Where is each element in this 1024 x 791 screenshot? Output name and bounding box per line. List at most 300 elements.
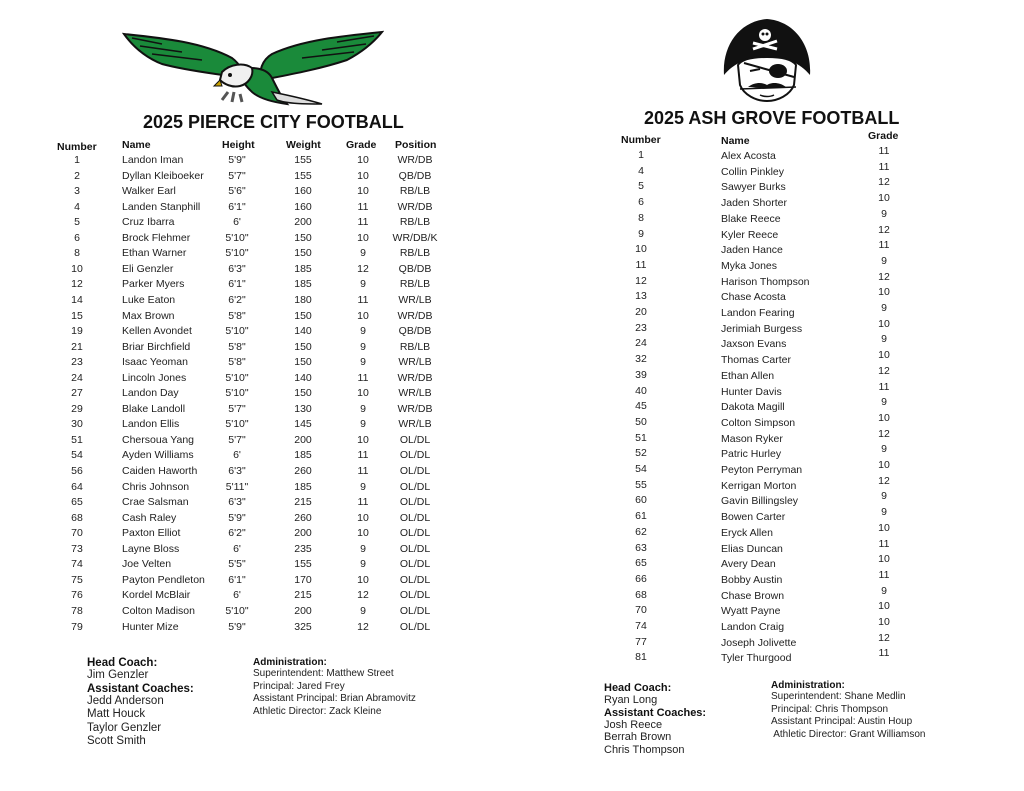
player-weight: 200	[294, 604, 312, 617]
player-weight: 150	[294, 340, 312, 353]
player-height: 5'5"	[228, 558, 246, 571]
administration-label: Administration:	[253, 657, 327, 668]
player-height: 6'	[233, 542, 241, 555]
player-number: 5	[638, 180, 644, 193]
player-height: 5'8"	[228, 356, 246, 369]
player-height: 5'6"	[228, 185, 246, 198]
player-weight: 200	[294, 433, 312, 446]
player-number: 70	[635, 604, 647, 617]
player-position: WR/DB/K	[392, 231, 438, 244]
player-height: 5'9"	[228, 511, 246, 524]
player-grade: 10	[357, 387, 369, 400]
pierce-administration	[253, 657, 416, 718]
player-height: 5'9"	[228, 154, 246, 166]
player-number: 65	[635, 557, 647, 570]
player-grade: 11	[357, 449, 369, 462]
admin-line: Athletic Director: Grant Williamson	[771, 728, 926, 740]
player-position: WR/LB	[398, 418, 432, 431]
player-name: Hunter Davis	[721, 385, 782, 398]
player-grade: 10	[878, 521, 890, 534]
player-position: WR/LB	[398, 293, 432, 306]
assistant-coaches-label: Assistant Coaches:	[87, 682, 194, 695]
admin-line: Principal: Jared Frey	[253, 680, 345, 692]
player-name: Colton Simpson	[721, 416, 796, 429]
assistant-coach: Taylor Genzler	[87, 721, 162, 734]
player-grade: 12	[878, 270, 890, 283]
player-number: 1	[74, 154, 80, 166]
player-name: Walker Earl	[122, 185, 176, 198]
player-position: OL/DL	[399, 620, 431, 633]
player-weight: 150	[294, 309, 312, 322]
player-height: 5'10"	[225, 604, 249, 617]
player-position: WR/DB	[397, 371, 433, 384]
player-number: 12	[71, 278, 83, 291]
player-grade: 11	[878, 647, 890, 660]
player-number: 64	[71, 480, 83, 493]
player-name: Crae Salsman	[122, 496, 189, 509]
player-height: 5'7"	[228, 433, 246, 446]
assistant-coach: Chris Thompson	[604, 743, 685, 756]
player-weight: 145	[294, 418, 312, 431]
player-number: 29	[71, 402, 83, 415]
player-weight: 185	[294, 480, 312, 493]
player-position: OL/DL	[399, 496, 431, 509]
player-position: WR/DB	[397, 309, 433, 322]
player-height: 6'3"	[228, 496, 246, 509]
pierce-coaches	[87, 657, 194, 749]
assistant-coach: Scott Smith	[87, 735, 146, 747]
player-weight: 150	[294, 231, 312, 244]
player-grade: 9	[360, 542, 366, 555]
player-name: Bobby Austin	[721, 573, 783, 586]
player-number: 40	[635, 384, 647, 397]
player-number: 24	[635, 337, 647, 350]
player-name: Blake Reece	[721, 212, 781, 225]
player-position: RB/LB	[399, 216, 431, 229]
player-weight: 140	[294, 325, 312, 338]
player-name: Cash Raley	[122, 511, 177, 524]
player-number: 4	[638, 164, 644, 177]
player-number: 10	[71, 262, 83, 275]
pierce-title: 2025 PIERCE CITY FOOTBALL	[143, 112, 404, 132]
player-name: Layne Bloss	[122, 542, 180, 555]
player-name: Chase Brown	[721, 589, 785, 602]
player-number: 27	[71, 387, 83, 400]
player-grade: 12	[357, 620, 369, 633]
player-number: 51	[71, 433, 83, 446]
player-name: Cruz Ibarra	[122, 216, 175, 229]
player-name: Brock Flehmer	[122, 231, 191, 244]
head-coach-name: Ryan Long	[604, 694, 658, 706]
player-grade: 10	[357, 573, 369, 586]
player-name: Kerrigan Morton	[721, 479, 797, 492]
player-height: 5'10"	[225, 231, 249, 244]
player-grade: 10	[878, 600, 890, 613]
player-grade: 12	[878, 223, 890, 236]
player-number: 21	[71, 340, 83, 353]
player-number: 65	[71, 496, 83, 509]
player-number: 74	[71, 558, 83, 571]
player-grade: 9	[881, 490, 887, 503]
player-grade: 10	[878, 459, 890, 471]
player-weight: 325	[294, 620, 312, 633]
player-position: OL/DL	[399, 558, 431, 571]
player-grade: 11	[357, 371, 369, 384]
player-grade: 10	[357, 185, 369, 198]
player-grade: 9	[360, 356, 366, 369]
ash-coaches	[604, 682, 706, 756]
player-weight: 160	[294, 200, 312, 213]
player-number: 12	[635, 274, 647, 287]
player-name: Joseph Jolivette	[721, 636, 797, 649]
player-height: 6'1"	[228, 278, 246, 291]
player-name: Briar Birchfield	[122, 340, 191, 353]
player-height: 6'	[233, 589, 241, 602]
player-grade: 12	[878, 631, 890, 644]
player-name: Wyatt Payne	[721, 605, 781, 618]
player-position: OL/DL	[399, 542, 431, 555]
player-number: 68	[635, 588, 647, 601]
player-name: Jaden Shorter	[721, 197, 787, 210]
player-height: 6'	[233, 216, 241, 229]
player-position: OL/DL	[399, 433, 431, 446]
player-height: 5'10"	[225, 387, 249, 400]
player-number: 70	[71, 527, 83, 540]
player-name: Eli Genzler	[122, 262, 174, 275]
player-grade: 9	[881, 506, 887, 519]
player-weight: 200	[294, 527, 312, 540]
player-grade: 11	[357, 496, 369, 509]
player-name: Dakota Magill	[721, 401, 785, 414]
player-position: WR/DB	[397, 200, 433, 213]
player-number: 55	[635, 478, 647, 491]
player-weight: 215	[294, 496, 312, 509]
player-position: WR/LB	[398, 356, 432, 369]
player-grade: 10	[357, 231, 369, 244]
player-grade: 11	[357, 216, 369, 229]
player-number: 6	[638, 196, 644, 209]
player-name: Luke Eaton	[122, 293, 176, 306]
player-grade: 9	[881, 302, 887, 314]
player-height: 6'2"	[228, 527, 246, 540]
player-grade: 11	[357, 465, 369, 477]
player-weight: 130	[294, 402, 312, 415]
player-grade: 9	[881, 333, 887, 346]
player-grade: 10	[878, 349, 890, 362]
ash-header-name: Name	[721, 135, 750, 147]
player-number: 5	[74, 216, 80, 229]
player-height: 5'8"	[228, 340, 246, 353]
player-grade: 12	[878, 364, 890, 377]
player-weight: 155	[294, 169, 312, 182]
assistant-coach: Josh Reece	[604, 718, 663, 731]
player-name: Eryck Allen	[721, 526, 773, 539]
player-grade: 12	[878, 176, 890, 189]
player-name: Parker Myers	[122, 278, 185, 291]
head-coach-label: Head Coach:	[87, 657, 158, 669]
player-position: RB/LB	[399, 185, 431, 198]
player-number: 50	[635, 415, 647, 428]
player-position: OL/DL	[399, 465, 431, 477]
player-grade: 10	[878, 553, 890, 566]
player-name: Elias Duncan	[721, 542, 783, 555]
player-name: Max Brown	[122, 309, 175, 322]
player-number: 52	[635, 447, 647, 460]
player-weight: 140	[294, 371, 312, 384]
player-name: Jaden Hance	[721, 244, 783, 257]
player-number: 15	[71, 309, 83, 322]
player-number: 79	[71, 620, 83, 633]
player-height: 5'10"	[225, 325, 249, 338]
player-grade: 9	[360, 278, 366, 291]
player-number: 10	[635, 243, 647, 256]
player-grade: 10	[357, 511, 369, 524]
player-weight: 160	[294, 185, 312, 198]
player-name: Isaac Yeoman	[122, 356, 188, 369]
pierce-header-weight: Weight	[286, 139, 321, 151]
player-position: QB/DB	[398, 262, 432, 275]
player-name: Landon Ellis	[122, 418, 180, 431]
ash-header-grade: Grade	[868, 130, 899, 142]
player-number: 24	[71, 371, 83, 384]
player-weight: 155	[294, 154, 312, 166]
player-name: Collin Pinkley	[721, 165, 785, 178]
player-name: Lincoln Jones	[122, 371, 187, 384]
player-grade: 9	[881, 207, 887, 220]
player-grade: 11	[878, 380, 890, 393]
ash-administration	[771, 680, 926, 741]
player-grade: 9	[881, 584, 887, 597]
player-height: 6'3"	[228, 465, 246, 477]
player-height: 5'8"	[228, 309, 246, 322]
player-position: OL/DL	[399, 449, 431, 462]
player-number: 6	[74, 231, 80, 244]
player-name: Paxton Elliot	[122, 527, 181, 540]
player-name: Chase Acosta	[721, 291, 786, 304]
player-height: 5'10"	[225, 247, 249, 260]
player-name: Hunter Mize	[122, 620, 179, 633]
player-grade: 12	[357, 589, 369, 602]
player-number: 66	[635, 572, 647, 585]
pierce-header-name: Name	[122, 139, 151, 151]
player-grade: 10	[357, 169, 369, 182]
admin-line: Athletic Director: Zack Kleine	[253, 705, 382, 717]
player-weight: 185	[294, 278, 312, 291]
player-name: Mason Ryker	[721, 432, 783, 445]
player-position: RB/LB	[399, 278, 431, 291]
player-weight: 155	[294, 558, 312, 571]
admin-line: Superintendent: Matthew Street	[253, 668, 394, 679]
player-grade: 9	[881, 254, 887, 267]
assistant-coach: Berrah Brown	[604, 731, 672, 743]
player-weight: 150	[294, 387, 312, 400]
player-weight: 185	[294, 449, 312, 462]
player-grade: 9	[360, 247, 366, 260]
player-grade: 9	[360, 340, 366, 353]
player-name: Landon Fearing	[721, 307, 795, 319]
admin-line: Assistant Principal: Austin Houp	[771, 716, 913, 727]
player-name: Myka Jones	[721, 259, 778, 272]
player-name: Thomas Carter	[721, 354, 792, 367]
player-grade: 10	[878, 616, 890, 628]
player-height: 5'10"	[225, 371, 249, 384]
player-number: 56	[71, 465, 83, 477]
player-height: 5'11"	[225, 480, 249, 493]
player-number: 32	[635, 353, 647, 366]
player-grade: 11	[878, 568, 890, 581]
player-number: 13	[635, 290, 647, 303]
player-weight: 215	[294, 589, 312, 602]
player-number: 54	[635, 463, 647, 475]
player-name: Ethan Warner	[122, 247, 187, 260]
player-position: OL/DL	[399, 527, 431, 540]
player-grade: 11	[878, 160, 890, 173]
player-number: 20	[635, 306, 647, 318]
player-name: Ayden Williams	[122, 449, 194, 462]
player-grade: 10	[878, 286, 890, 299]
player-name: Ethan Allen	[721, 369, 775, 382]
player-weight: 150	[294, 247, 312, 260]
player-number: 4	[74, 200, 80, 213]
player-name: Joe Velten	[122, 558, 172, 571]
player-position: OL/DL	[399, 511, 431, 524]
player-name: Jerimiah Burgess	[721, 322, 803, 335]
player-grade: 11	[878, 537, 890, 550]
player-grade: 10	[357, 154, 369, 166]
player-number: 77	[635, 635, 647, 648]
player-height: 6'3"	[228, 262, 246, 275]
player-grade: 12	[878, 427, 890, 440]
player-weight: 180	[294, 293, 312, 306]
pierce-header-position: Position	[395, 139, 437, 151]
player-number: 61	[635, 510, 647, 523]
admin-line: Principal: Chris Thompson	[771, 703, 889, 715]
player-number: 8	[74, 247, 80, 260]
player-number: 75	[71, 573, 83, 586]
player-number: 23	[635, 321, 647, 334]
player-number: 8	[638, 211, 644, 224]
player-height: 6'	[233, 449, 241, 462]
pierce-header-height: Height	[222, 139, 255, 151]
player-position: OL/DL	[399, 480, 431, 493]
player-name: Gavin Billingsley	[721, 495, 799, 508]
player-grade: 10	[878, 317, 890, 330]
player-name: Payton Pendleton	[122, 573, 205, 586]
player-number: 23	[71, 356, 83, 369]
player-name: Caiden Haworth	[122, 465, 198, 477]
player-weight: 200	[294, 216, 312, 229]
head-coach-label: Head Coach:	[604, 682, 672, 694]
player-number: 76	[71, 589, 83, 602]
assistant-coaches-label: Assistant Coaches:	[604, 706, 707, 719]
player-grade: 9	[360, 402, 366, 415]
player-name: Sawyer Burks	[721, 181, 786, 194]
player-grade: 11	[357, 293, 369, 306]
player-grade: 10	[357, 433, 369, 446]
player-height: 5'7"	[228, 402, 246, 415]
player-number: 73	[71, 542, 83, 555]
player-position: OL/DL	[399, 604, 431, 617]
player-grade: 11	[878, 239, 890, 252]
player-grade: 9	[881, 396, 887, 409]
player-weight: 185	[294, 262, 312, 275]
player-name: Colton Madison	[122, 604, 195, 617]
player-height: 6'1"	[228, 200, 246, 213]
administration-label: Administration:	[771, 680, 845, 691]
player-number: 14	[71, 293, 83, 306]
player-name: Avery Dean	[721, 558, 776, 571]
player-name: Jaxson Evans	[721, 338, 787, 351]
player-grade: 9	[360, 418, 366, 431]
player-number: 45	[635, 400, 647, 413]
assistant-coach: Matt Houck	[87, 708, 146, 720]
assistant-coach: Jedd Anderson	[87, 694, 164, 707]
player-height: 5'7"	[228, 169, 246, 182]
player-height: 5'9"	[228, 620, 246, 633]
player-number: 39	[635, 368, 647, 381]
player-grade: 12	[878, 474, 890, 487]
player-grade: 9	[360, 558, 366, 571]
pirate-logo-icon	[720, 15, 814, 103]
player-number: 78	[71, 604, 83, 617]
player-position: RB/LB	[399, 340, 431, 353]
player-name: Chersoua Yang	[122, 433, 194, 446]
player-grade: 10	[357, 527, 369, 540]
player-position: WR/DB	[397, 154, 433, 166]
player-number: 62	[635, 525, 647, 538]
player-position: OL/DL	[399, 589, 431, 602]
player-grade: 10	[878, 192, 890, 205]
player-name: Blake Landoll	[122, 402, 186, 415]
player-name: Landon Iman	[122, 154, 184, 166]
player-grade: 12	[357, 262, 369, 275]
player-name: Kellen Avondet	[122, 325, 192, 338]
player-grade: 9	[360, 480, 366, 493]
player-name: Patric Hurley	[721, 448, 782, 461]
player-name: Harison Thompson	[721, 275, 810, 288]
player-number: 19	[71, 325, 83, 338]
player-grade: 11	[357, 200, 369, 213]
player-grade: 9	[881, 443, 887, 456]
player-grade: 9	[360, 325, 366, 338]
player-name: Chris Johnson	[122, 480, 190, 493]
player-position: QB/DB	[398, 169, 432, 182]
player-grade: 10	[878, 411, 890, 424]
pierce-header-number: Number	[57, 141, 97, 153]
player-grade: 9	[360, 604, 366, 617]
player-position: RB/LB	[399, 247, 431, 260]
player-number: 68	[71, 511, 83, 524]
player-name: Landen Stanphill	[122, 200, 201, 213]
player-weight: 170	[294, 573, 312, 586]
ash-title: 2025 ASH GROVE FOOTBALL	[644, 108, 900, 128]
player-number: 1	[638, 149, 644, 161]
player-name: Dyllan Kleiboeker	[122, 169, 204, 182]
player-number: 60	[635, 494, 647, 507]
player-number: 74	[635, 620, 647, 632]
ash-header-number: Number	[621, 134, 661, 146]
player-name: Tyler Thurgood	[721, 652, 792, 665]
player-name: Peyton Perryman	[721, 464, 803, 476]
player-position: WR/LB	[398, 387, 432, 400]
player-number: 63	[635, 541, 647, 554]
pierce-header-grade: Grade	[346, 139, 377, 151]
player-name: Kordel McBlair	[122, 589, 191, 602]
player-position: QB/DB	[398, 325, 432, 338]
player-name: Landon Craig	[721, 621, 785, 633]
player-position: WR/DB	[397, 402, 433, 415]
player-number: 11	[635, 258, 647, 271]
